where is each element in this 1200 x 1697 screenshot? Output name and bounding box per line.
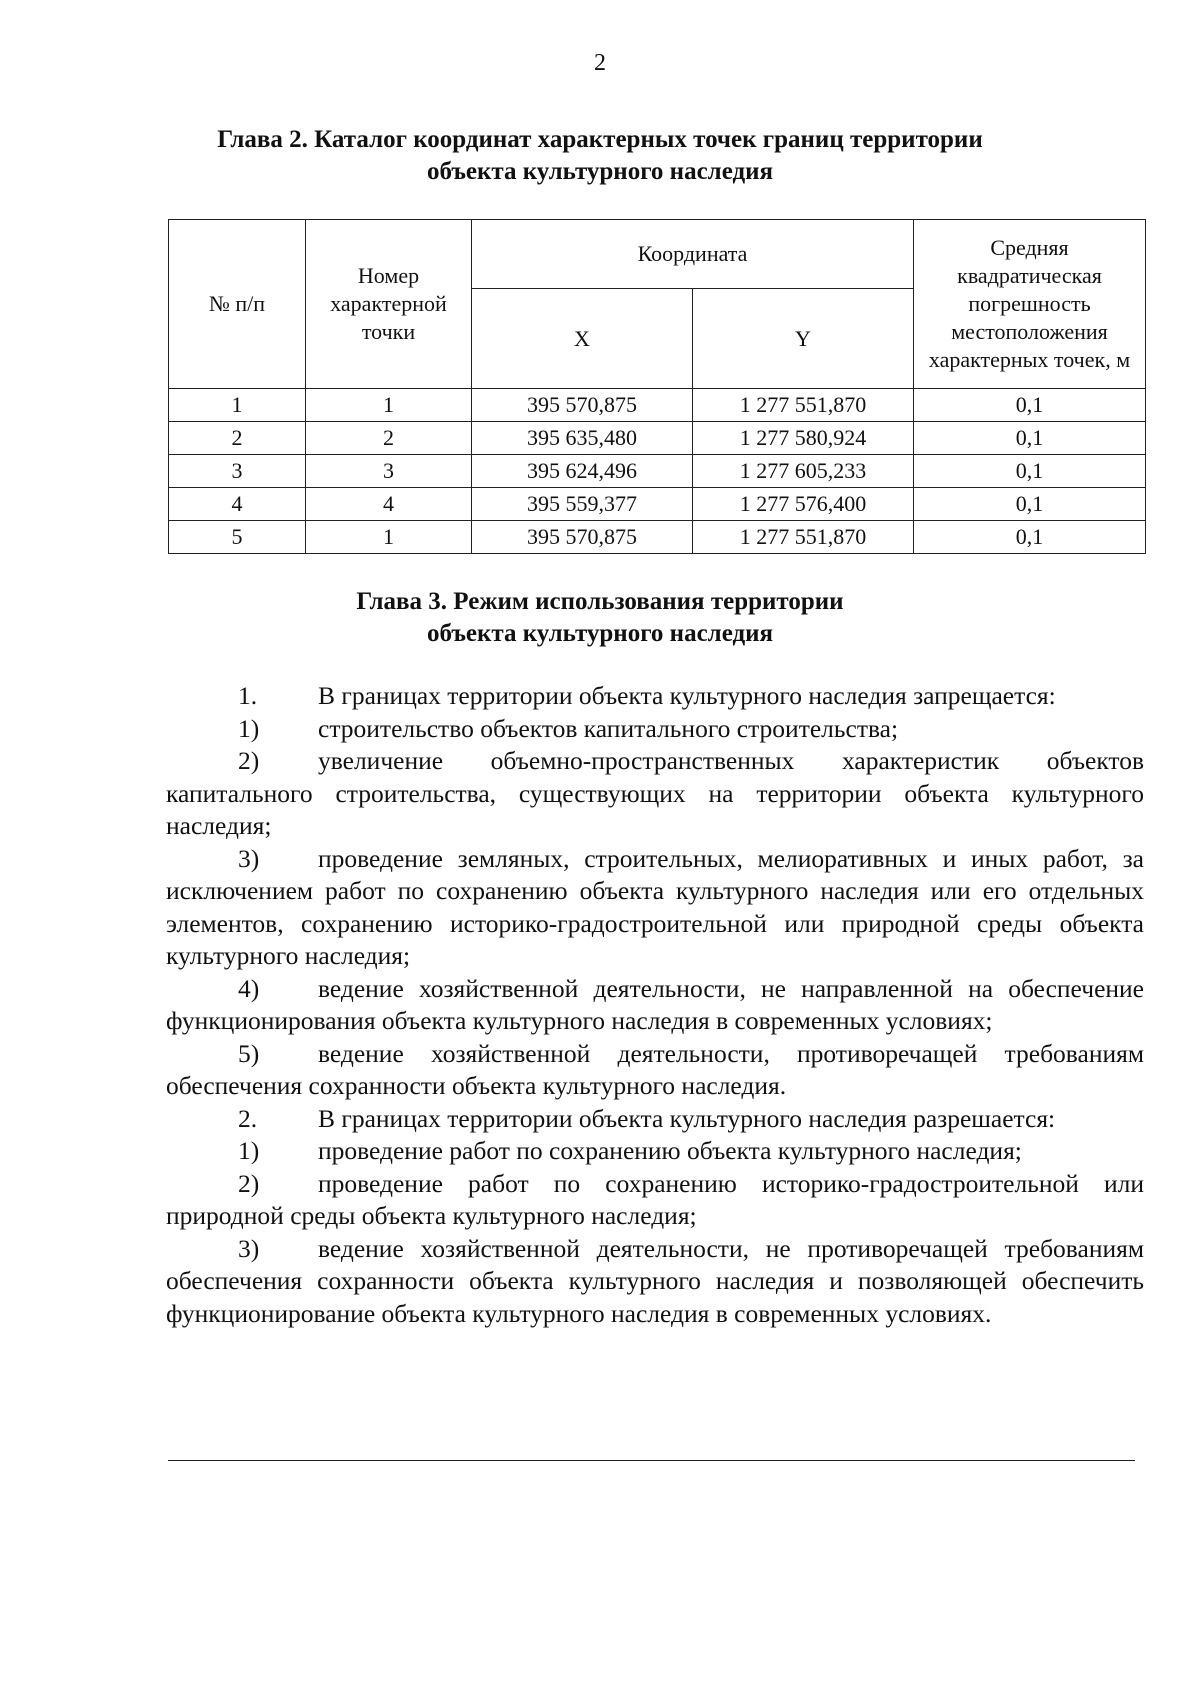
page-number: 2 xyxy=(594,50,606,76)
cell-error: 0,1 xyxy=(914,389,1146,422)
cell-y: 1 277 551,870 xyxy=(693,389,914,422)
cell-row-number: 1 xyxy=(169,389,306,422)
paragraph xyxy=(166,973,1144,1038)
paragraph-number: 4) xyxy=(238,973,260,1003)
cell-point-number: 1 xyxy=(306,521,472,554)
paragraph xyxy=(166,745,1144,843)
cell-row-number: 2 xyxy=(169,422,306,455)
cell-x: 395 635,480 xyxy=(472,422,693,455)
end-divider-line xyxy=(168,1460,1135,1461)
paragraph-number: 1) xyxy=(238,713,260,743)
cell-y: 1 277 605,233 xyxy=(693,455,914,488)
paragraph-number: 1) xyxy=(238,1136,260,1165)
paragraph-text: проведение земляных, строительных, мелиоративных и иных работ, за исключением работ по сохранению объекта культурного наследия или его отдельных элементов, сохранению историко-градостроительной или природной среды объекта культурного наследия; xyxy=(166,843,1144,970)
cell-row-number: 4 xyxy=(169,488,306,521)
table-row xyxy=(169,455,1146,488)
header-x: X xyxy=(472,289,693,389)
paragraph-number: 2) xyxy=(238,1168,260,1198)
cell-x: 395 570,875 xyxy=(472,389,693,422)
header-point-number: Номер характерной точки xyxy=(306,220,472,389)
paragraph xyxy=(166,1103,1144,1136)
paragraph-text: В границах территории объекта культурного наследия разрешается: xyxy=(318,1103,1056,1133)
coordinates-table xyxy=(168,219,1146,554)
chapter-3-heading xyxy=(0,586,1200,650)
paragraph xyxy=(166,843,1144,973)
paragraph xyxy=(166,713,1144,746)
header-mean-square-error: Средняя квадратическая погрешность местоположения характерных точек, м xyxy=(914,220,1146,389)
cell-y: 1 277 551,870 xyxy=(693,521,914,554)
chapter-3-body xyxy=(166,680,1144,1330)
paragraph xyxy=(166,1135,1144,1168)
paragraph-text: проведение работ по сохранению историко-градостроительной или природной среды объекта культурного наследия; xyxy=(166,1168,1144,1230)
chapter-3-title-line-2: объекта культурного наследия xyxy=(426,620,774,647)
paragraph-number: 2) xyxy=(238,746,260,775)
paragraph-text: ведение хозяйственной деятельности, не направленной на обеспечение функционирования объекта культурного наследия в современных условиях; xyxy=(166,973,1144,1035)
table-row xyxy=(169,521,1146,554)
paragraph-number: 5) xyxy=(238,1038,260,1068)
chapter-2-title-line-1: Глава 2. Каталог координат характерных точек границ территории xyxy=(217,126,983,153)
paragraph xyxy=(166,680,1144,713)
paragraph-text: проведение работ по сохранению объекта культурного наследия; xyxy=(318,1136,1022,1165)
table-row xyxy=(169,389,1146,422)
paragraph-text: В границах территории объекта культурного наследия запрещается: xyxy=(318,681,1056,710)
header-coordinate: Координата xyxy=(472,220,914,289)
chapter-2-title-line-2: объекта культурного наследия xyxy=(426,158,774,185)
cell-x: 395 624,496 xyxy=(472,455,693,488)
paragraph xyxy=(166,1168,1144,1233)
cell-error: 0,1 xyxy=(914,422,1146,455)
paragraph-text: ведение хозяйственной деятельности, не противоречащей требованиям обеспечения сохранности объекта культурного наследия и позволяющей обеспечить функционирование объекта культурного наследия в современных условиях. xyxy=(166,1233,1144,1328)
paragraph-text: ведение хозяйственной деятельности, противоречащей требованиям обеспечения сохранности объекта культурного наследия. xyxy=(166,1038,1144,1100)
paragraph-number: 1. xyxy=(238,681,258,710)
paragraph xyxy=(166,1038,1144,1103)
cell-x: 395 570,875 xyxy=(472,521,693,554)
cell-point-number: 1 xyxy=(306,389,472,422)
paragraph-number: 2. xyxy=(238,1103,258,1133)
cell-x: 395 559,377 xyxy=(472,488,693,521)
paragraph-number: 3) xyxy=(238,843,260,873)
cell-error: 0,1 xyxy=(914,455,1146,488)
header-y: Y xyxy=(693,289,914,389)
cell-error: 0,1 xyxy=(914,488,1146,521)
cell-point-number: 4 xyxy=(306,488,472,521)
table-row xyxy=(169,488,1146,521)
cell-point-number: 3 xyxy=(306,455,472,488)
paragraph-text: строительство объектов капитального строительства; xyxy=(318,713,899,743)
cell-row-number: 5 xyxy=(169,521,306,554)
cell-point-number: 2 xyxy=(306,422,472,455)
paragraph xyxy=(166,1233,1144,1331)
cell-y: 1 277 576,400 xyxy=(693,488,914,521)
chapter-3-title-line-1: Глава 3. Режим использования территории xyxy=(356,588,844,615)
table-row xyxy=(169,422,1146,455)
chapter-2-heading xyxy=(0,124,1200,188)
cell-row-number: 3 xyxy=(169,455,306,488)
header-row-number: № п/п xyxy=(169,220,306,389)
cell-y: 1 277 580,924 xyxy=(693,422,914,455)
cell-error: 0,1 xyxy=(914,521,1146,554)
paragraph-number: 3) xyxy=(238,1233,260,1263)
paragraph-text: увеличение объемно-пространственных характеристик объектов капитального строительства, существующих на территории объекта культурного наследия; xyxy=(166,746,1144,840)
